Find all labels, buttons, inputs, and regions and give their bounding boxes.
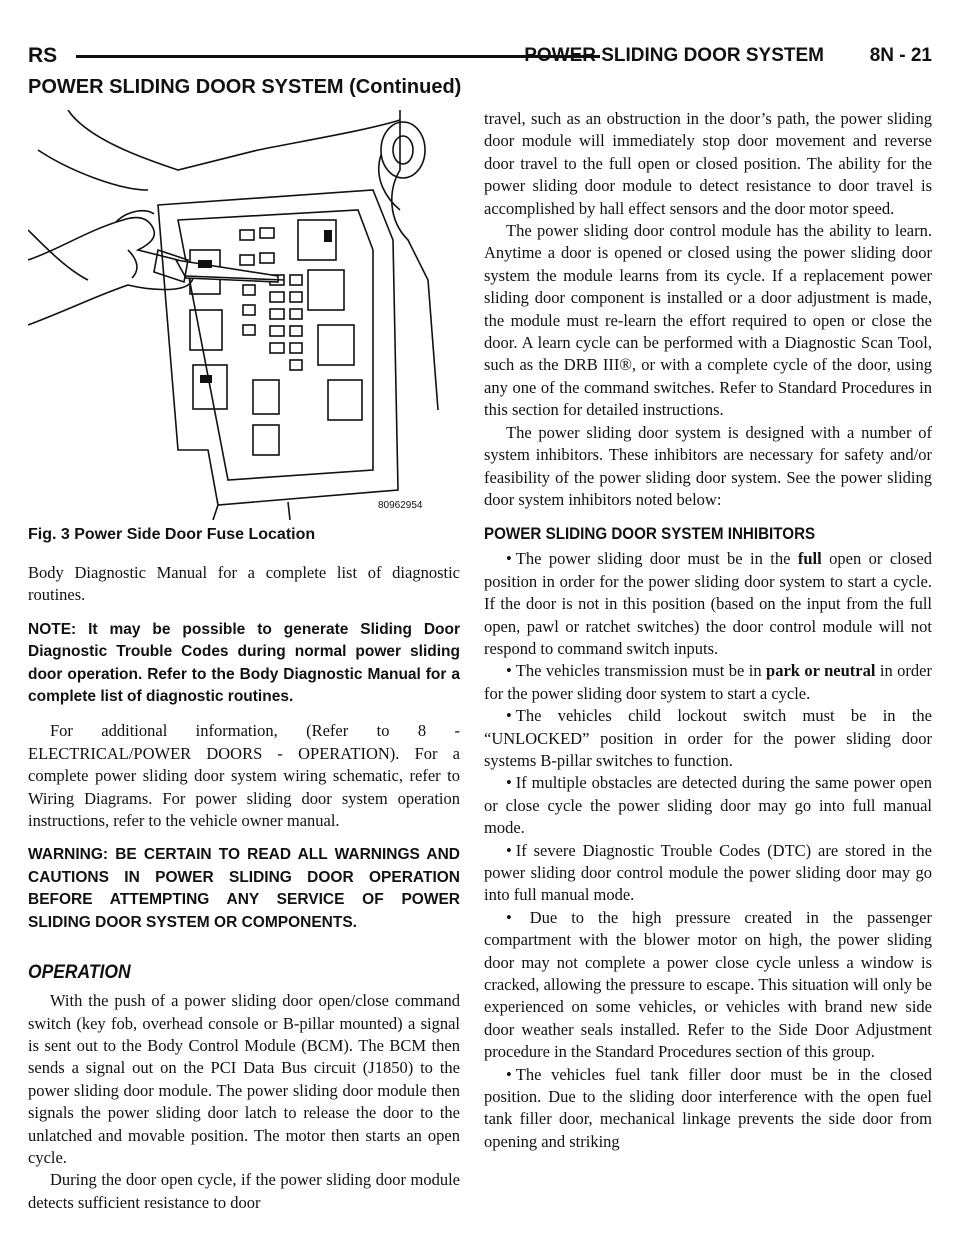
inhibitor-severe-dtc: • If severe Diagnostic Trouble Codes (DTC) are stored in the power sliding door control module the power sliding door may go into full manual mode. — [484, 840, 932, 907]
page-header — [28, 44, 932, 70]
header-model-code: RS — [28, 44, 58, 67]
inhibitor-child-lockout: • The vehicles child lockout switch must be in the “UNLOCKED” position in order for the power sliding door systems B-pillar switches to function. — [484, 705, 932, 772]
fuse-location-illustration — [28, 110, 460, 520]
page-number: 8N - 21 — [869, 45, 932, 66]
operation-heading: OPERATION — [28, 962, 131, 984]
figure-caption: Fig. 3 Power Side Door Fuse Location — [28, 526, 316, 543]
inhibitor-transmission: • The vehicles transmission must be in park or neutral in order for the power sliding door system to start a cycle. — [484, 660, 932, 705]
paragraph-learn-cycle: The power sliding door control module has the ability to learn. Anytime a door is opened or closed using the power sliding door system the module learns from its cycle. If a replacement power sliding door component is installed or a door adjustment is made, the module must re-learn the effort required to open or close the door. A learn cycle can be performed with a Diagnostic Scan Tool, such as the DRB III®, or with a complete cycle of the door, using any one of the command switches. Refer to Standard Procedures in this section for detailed instructions. — [484, 221, 932, 420]
inhibitor-fuel-filler-door: • The vehicles fuel tank filler door must be in the closed position. Due to the sliding door interference with the open fuel tank filler door, mechanical linkage prevents the side door from opening and striking — [484, 1064, 932, 1154]
warning-text: WARNING: BE CERTAIN TO READ ALL WARNINGS AND CAUTIONS IN POWER SLIDING DOOR OPERATION BEFORE ATTEMPTING ANY SERVICE OF POWER SLIDING DOOR SYSTEM OR COMPONENTS. — [28, 846, 460, 931]
paragraph-operation-1: With the push of a power sliding door open/close command switch (key fob, overhead console or B-pillar mounted) a signal is sent out to the Body Control Module (BCM). The BCM then sends a signal out on the PCI Data Bus circuit (J1850) to the power sliding door module. The power sliding door module then signals the power sliding door latch to release the door to the unlatched and movable position. The motor then starts an open cycle. — [28, 991, 460, 1167]
inhibitor-full-position: • The power sliding door must be in the full open or closed position in order for the power sliding door system to start a cycle. If the door is not in this position (based on the input from the full open, pawl or ratchet switches) the door control module will not respond to command switch inputs. — [484, 548, 932, 660]
continued-heading: POWER SLIDING DOOR SYSTEM (Continued) — [28, 76, 462, 98]
paragraph-diagnostic-manual: Body Diagnostic Manual for a complete list of diagnostic routines. — [28, 563, 460, 605]
inhibitor-multiple-obstacles: • If multiple obstacles are detected during the same power open or close cycle the power sliding door may go into full manual mode. — [484, 772, 932, 839]
figure-code-label: 80962954 — [378, 500, 423, 511]
paragraph-inhibitors-intro: The power sliding door system is designed with a number of system inhibitors. These inhibitors are necessary for safety and/or feasibility of the power sliding door system. See the power sliding door system inhibitors noted below: — [484, 422, 932, 509]
header-title: POWER SLIDING DOOR SYSTEM — [524, 45, 824, 66]
inhibitor-high-pressure: • Due to the high pressure created in the passenger compartment with the blower motor on high, the power sliding door may not complete a power close cycle unless a window is cracked, allowing the pressure to escape. This situation will only be experienced on some vehicles, or vehicles with brand new side door weather seals installed. Refer to the Side Door Adjustment procedure in the Standard Procedures section of this group. — [484, 907, 932, 1064]
right-column-body — [484, 108, 932, 1153]
paragraph-operation-2: During the door open cycle, if the power sliding door module detects sufficient resistance to door — [28, 1170, 460, 1212]
paragraph-additional-info: For additional information, (Refer to 8 - ELECTRICAL/POWER DOORS - OPERATION). For a complete power sliding door system wiring schematic, refer to Wiring Diagrams. For power sliding door system operation instructions, refer to the vehicle owner manual. — [28, 721, 460, 831]
header-rule — [76, 55, 600, 58]
left-column-body — [28, 562, 460, 1214]
note-text: NOTE: It may be possible to generate Sliding Door Diagnostic Trouble Codes during normal power sliding door operation. Refer to the Body Diagnostic Manual for a complete list of diagnostic routines. — [28, 620, 460, 706]
inhibitors-heading: POWER SLIDING DOOR SYSTEM INHIBITORS — [484, 525, 816, 544]
paragraph-travel-resistance: travel, such as an obstruction in the door’s path, the power sliding door module will immediately stop door movement and reverse door travel to the full open or closed position. The ability for the power sliding door module to detect resistance to door travel is accomplished by hall effect sensors and the door motor speed. — [484, 109, 932, 218]
